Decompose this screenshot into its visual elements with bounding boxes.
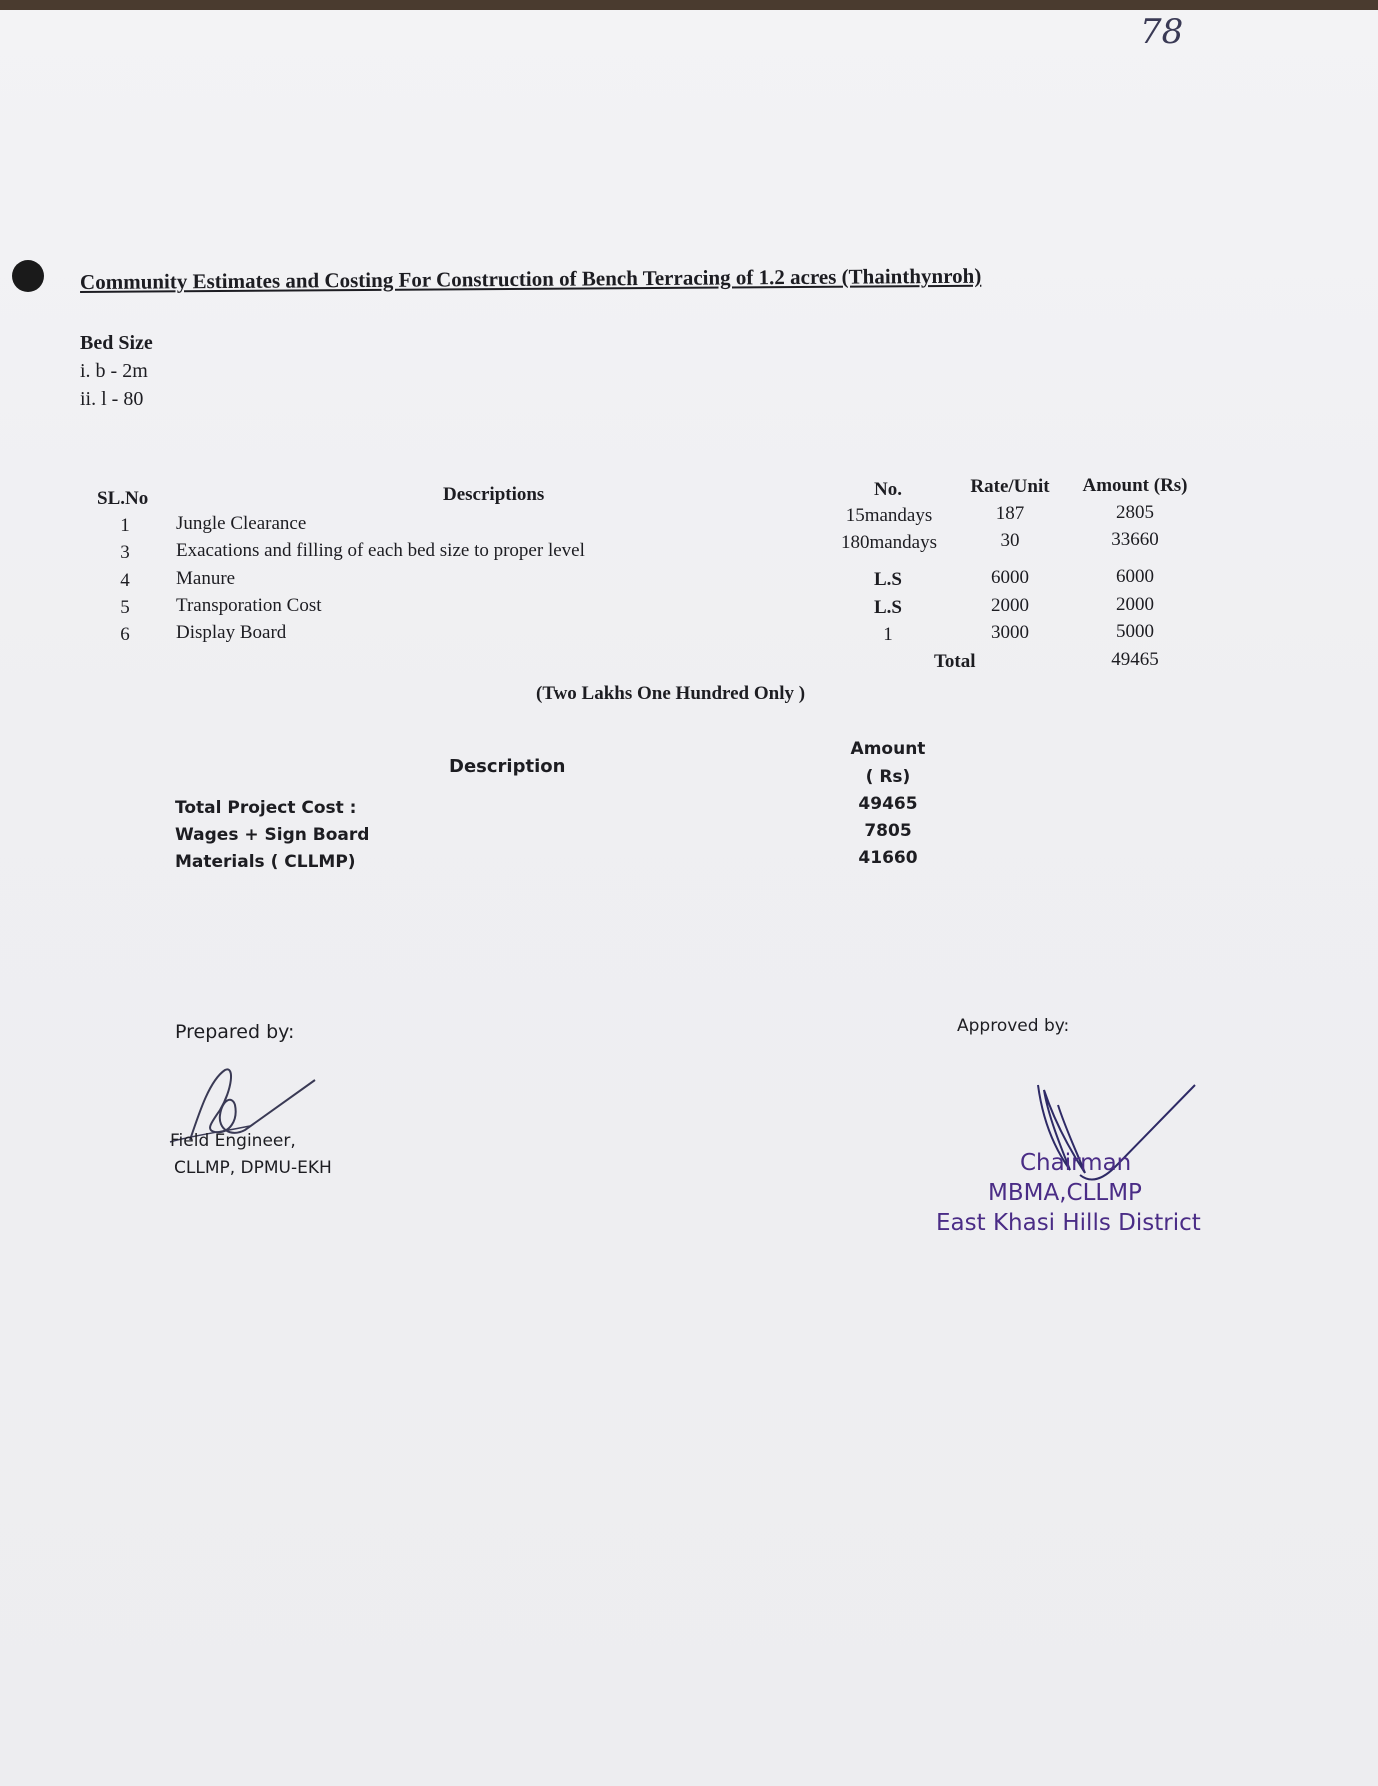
summary-label: Total Project Cost : (175, 798, 357, 818)
document-title: Community Estimates and Costing For Construction of Bench Terracing of 1.2 acres (Thainthynroh) (79, 263, 982, 294)
cell-desc: Exacations and filling of each bed size to proper level (176, 540, 585, 561)
cell-sl: 3 (120, 542, 130, 563)
cell-rate: 30 (1000, 530, 1020, 551)
total-label: Total (934, 651, 976, 672)
page-number-handwritten: 78 (1140, 12, 1184, 52)
summary-desc-header: Description (449, 756, 566, 777)
cell-sl: 6 (120, 624, 130, 645)
bed-size-heading: Bed Size (80, 332, 153, 354)
cell-desc: Display Board (176, 622, 287, 643)
bed-size-item: i. b - 2m (80, 360, 148, 382)
cell-desc: Transporation Cost (176, 595, 322, 616)
summary-amount-unit: ( Rs) (865, 767, 911, 787)
cell-no: L.S (874, 569, 902, 590)
cell-amount: 2805 (1116, 502, 1154, 523)
cell-no: 180mandays (840, 532, 938, 553)
cell-rate: 3000 (991, 622, 1029, 643)
cell-no: L.S (874, 597, 902, 618)
cell-amount: 33660 (1111, 529, 1159, 550)
summary-label: Materials ( CLLMP) (175, 852, 356, 872)
cell-desc: Jungle Clearance (176, 513, 307, 534)
cell-rate: 2000 (991, 595, 1029, 616)
bed-size-item: ii. l - 80 (80, 388, 144, 410)
cell-amount: 6000 (1116, 566, 1154, 587)
amount-in-words: (Two Lakhs One Hundred Only ) (536, 683, 806, 704)
cell-no: 15mandays (845, 505, 933, 526)
cell-sl: 5 (120, 597, 130, 618)
document-page (0, 10, 1378, 1786)
cell-amount: 5000 (1116, 621, 1154, 642)
col-header-amount: Amount (Rs) (1082, 475, 1188, 496)
approved-by-signature (1030, 1075, 1210, 1195)
cell-sl: 1 (120, 515, 130, 536)
approved-by-label: Approved by: (957, 1016, 1070, 1036)
cell-no: 1 (883, 624, 893, 645)
col-header-rate: Rate/Unit (970, 476, 1050, 497)
prepared-by-office: CLLMP, DPMU-EKH (174, 1158, 332, 1178)
cell-amount: 2000 (1116, 594, 1154, 615)
approved-by-stamp-district: East Khasi Hills District (936, 1210, 1201, 1236)
punch-hole (12, 260, 44, 292)
cell-desc: Manure (176, 568, 236, 589)
col-header-descriptions: Descriptions (443, 484, 545, 505)
cell-rate: 6000 (991, 567, 1029, 588)
col-header-no: No. (874, 479, 902, 500)
cell-rate: 187 (995, 503, 1025, 524)
col-header-sl: SL.No (97, 488, 149, 509)
approved-by-stamp-org: MBMA,CLLMP (988, 1180, 1142, 1206)
summary-amount-header: Amount (850, 739, 926, 759)
summary-value: 7805 (864, 821, 912, 841)
summary-label: Wages + Sign Board (175, 825, 370, 845)
prepared-by-designation: Field Engineer, (170, 1131, 296, 1151)
prepared-by-label: Prepared by: (175, 1021, 295, 1043)
summary-value: 41660 (858, 848, 918, 868)
approved-by-stamp-title: Chairman (1020, 1150, 1132, 1176)
cell-sl: 4 (120, 570, 130, 591)
total-value: 49465 (1111, 649, 1159, 670)
summary-value: 49465 (858, 794, 918, 814)
